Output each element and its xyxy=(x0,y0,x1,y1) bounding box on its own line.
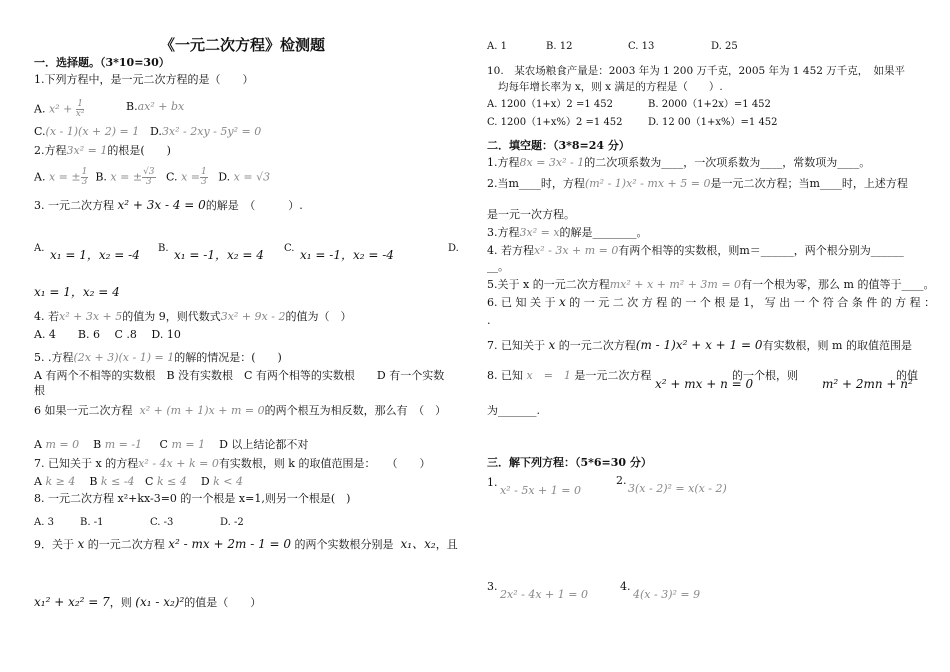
s4-equation: 4(x - 3)² = 9 xyxy=(633,588,701,601)
q6-options: A m = 0 B m = -1 C m = 1 D 以上结论都不对 xyxy=(34,438,309,451)
q4-options: A. 4 B. 6 C .8 D. 10 xyxy=(34,328,181,341)
f6-text: 6. 已 知 关 于 x 的 一 元 二 次 方 程 的 一 个 根 是 1， 写 出 一 个 符 合 条 件 的 方 程 ： xyxy=(487,295,936,309)
q1-option-d: D.3x² - 2xy - 5y² = 0 xyxy=(150,125,262,138)
q3-option-a-label: A. xyxy=(34,243,45,254)
section-choice: 一．选择题。（3*10=30） xyxy=(34,56,170,69)
section-fill: 二．填空题：（3*8=24 分） xyxy=(487,139,630,152)
f4-text: 4. 若方程x² - 3x + m = 0有两个相等的实数根，则m＝______，两个根分别为______ xyxy=(487,244,904,257)
s3-label: 3. xyxy=(487,580,498,593)
q8-option-a: A. 3 xyxy=(34,517,54,528)
q8-text: 8. 一元二次方程 x²+kx-3=0 的一个根是 x=1,则另一个根是( ) xyxy=(34,492,351,505)
s2-equation: 3(x - 2)² = x(x - 2) xyxy=(628,482,727,495)
s3-equation: 2x² - 4x + 1 = 0 xyxy=(500,588,588,601)
q10-option-a: A. 1200（1+x）2 =1 452 xyxy=(487,99,613,110)
q3-option-b-label: B. xyxy=(158,243,169,254)
f2-text: 2.当m____时，方程(m² - 1)x² - mx + 5 = 0是一元二次方程；当m____时，上述方程 xyxy=(487,177,908,190)
q2-text: 2.方程3x² = 1的根是( ) xyxy=(34,144,171,157)
f8-expression: m² + 2mn + n² xyxy=(822,377,913,391)
f8-equation: x² + mx + n = 0 xyxy=(655,377,754,391)
q10-text: 10. 某农场粮食产量是：2003 年为 1 200 万千克，2005 年为 1 452 万千克， 如果平 xyxy=(487,65,906,77)
q5-options: A 有两个不相等的实数根 B 没有实数根 C 有两个相等的实数根 D 有一个实数 xyxy=(34,369,445,382)
q3-option-d: x₁ = 1，x₂ = 4 xyxy=(34,285,120,299)
q1-option-c: C.(x - 1)(x + 2) = 1 xyxy=(34,125,140,138)
page-title: 《一元二次方程》检测题 xyxy=(160,36,326,54)
q2-options: A. x = ± $\frac{1}{3}$ B. x = ± $\frac{√3}{3}$ C. x = $\frac{1}{3}$ D. x = √3 xyxy=(34,167,271,187)
q1-text: 1.下列方程中，是一元二次方程的是（ ） xyxy=(34,73,254,86)
q10-option-b: B. 2000（1+2x）=1 452 xyxy=(648,99,771,110)
q9-option-d: D. 25 xyxy=(711,41,738,52)
q8-option-c: C. -3 xyxy=(150,517,174,528)
q7-options: A k ≥ 4 B k ≤ -4 C k ≤ 4 D k < 4 xyxy=(34,475,244,488)
q9-option-b: B. 12 xyxy=(546,41,573,52)
s1-equation: x² - 5x + 1 = 0 xyxy=(500,484,581,497)
f3-text: 3.方程3x² = x的解是________。 xyxy=(487,226,648,239)
q10-text-cont: 均每年增长率为 x，则 x 满足的方程是（ ）. xyxy=(498,81,723,93)
f6-text-cont: . xyxy=(487,314,491,327)
f8-text-mid: 的一个根，则 xyxy=(732,369,798,382)
q9-text: 9．关于 x 的一元二次方程 x² - mx + 2m - 1 = 0 的两个实数根分别是 x₁、x₂，且 xyxy=(34,537,458,551)
s4-label: 4. xyxy=(620,580,631,593)
q10-option-c: C. 1200（1+x%）2 =1 452 xyxy=(487,117,623,128)
s1-label: 1. xyxy=(487,476,498,489)
q3-option-c: x₁ = -1，x₂ = -4 xyxy=(300,248,394,262)
q5-text: 5. .方程(2x + 3)(x - 1) = 1的解的情况是：( ) xyxy=(34,351,282,364)
f8-text-end: 的值 xyxy=(896,369,918,382)
q6-text: 6 如果一元二次方程 x² + (m + 1)x + m = 0的两个根互为相反数，那么有 （ ） xyxy=(34,404,447,417)
f7-text: 7. 已知关于 x 的一元二次方程(m - 1)x² + x + 1 = 0有实数根，则 m 的取值范围是 xyxy=(487,338,912,352)
f5-text: 5.关于 x 的一元二次方程mx² + x + m² + 3m = 0有一个根为零，那么 m 的值等于____。 xyxy=(487,278,935,291)
q1-option-b: B.ax² + bx xyxy=(126,100,185,113)
q8-option-b: B. -1 xyxy=(80,517,104,528)
q3-option-d-label: D. xyxy=(448,243,459,254)
q3-option-a: x₁ = 1，x₂ = -4 xyxy=(50,248,140,262)
f1-text: 1.方程8x = 3x² - 1的二次项系数为____，一次项系数为____，常数项为____。 xyxy=(487,156,871,169)
q8-option-d: D. -2 xyxy=(220,517,244,528)
section-solve: 三．解下列方程：（5*6=30 分） xyxy=(487,456,652,469)
q9-option-c: C. 13 xyxy=(628,41,655,52)
q3-option-c-label: C. xyxy=(284,243,295,254)
q9-text-cont: x₁² + x₂² = 7，则 (x₁ - x₂)²的值是（ ） xyxy=(34,595,262,609)
s2-label: 2. xyxy=(616,474,627,487)
q10-option-d: D. 12 00（1+x%）=1 452 xyxy=(648,117,778,128)
f2-text-cont: 是一元一次方程。 xyxy=(487,208,575,221)
q1-a-label: A. xyxy=(34,102,46,116)
f8-text: 8. 已知 x = 1 是一元二次方程 xyxy=(487,369,652,382)
q9-option-a: A. 1 xyxy=(487,41,507,52)
q3-text: 3. 一元二次方程 x² + 3x - 4 = 0的解是 （ ）. xyxy=(34,198,303,212)
q1-a-fraction: $\frac{1}{\text{x²}}$ xyxy=(75,99,85,119)
q7-text: 7. 已知关于 x 的方程x² - 4x + k = 0有实数根，则 k 的取值范围是： （ ） xyxy=(34,457,431,470)
q3-option-b: x₁ = -1，x₂ = 4 xyxy=(174,248,264,262)
q4-text: 4. 若x² + 3x + 5的值为 9，则代数式3x² + 9x - 2的值为（ ） xyxy=(34,310,352,323)
q5-options-cont: 根 xyxy=(34,384,45,397)
f4-text-cont: __。 xyxy=(487,260,509,273)
f8-text-cont: 为_______. xyxy=(487,404,540,417)
q1-option-a: A. x² + $\frac{1}{\text{x²}}$ xyxy=(34,99,85,119)
